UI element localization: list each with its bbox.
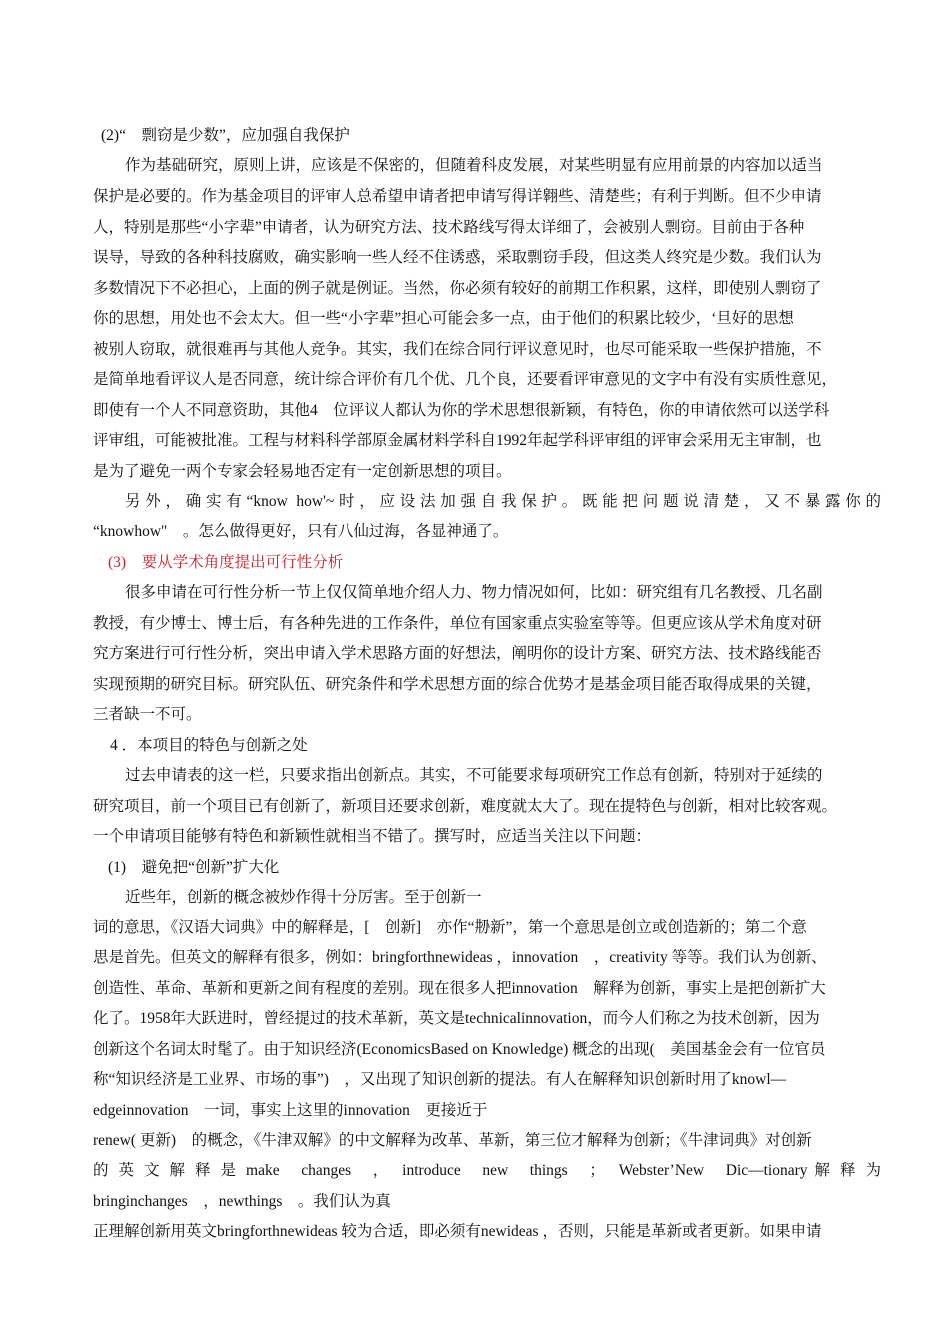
paragraph-line: 创造性、革命、革新和更新之间有程度的差别。现在很多人把innovation 解释为创新，事实上是把创新扩大 [93,980,826,997]
paragraph-line: 教授，有少博士、博士后，有各种先进的工作条件，单位有国家重点实验室等等。但更应该从学术角度对研 [93,615,822,632]
paragraph-line: 被别人窃取，就很难再与其他人竞争。其实，我们在综合同行评议意见时，也尽可能采取一些保护措施，不 [93,341,822,358]
paragraph-line: 三者缺一不可。 [93,706,202,723]
section-heading-feasibility: (3) 要从学术角度提出可行性分析 [108,554,344,571]
paragraph-line: 究方案进行可行性分析，突出申请入学术思路方面的好想法，阐明你的设计方案、研究方法、技术路线能否 [93,645,822,662]
paragraph-line: renew( 更新) 的概念，《牛津双解》的中文解释为改革、革新，第三位才解释为创新；《牛津词典》对创新 [93,1132,812,1149]
paragraph-line: 另外，确实有“know how'~时，应设法加强自我保护。既能把问题说清楚，又不暴露你的 [125,493,881,510]
paragraph-line: 是简单地看评议人是否同意，统计综合评价有几个优、几个良，还要看评审意见的文字中有没有实质性意见， [93,371,838,388]
paragraph-line: 研究项目，前一个项目已有创新了，新项目还要求创新，难度就太大了。现在提特色与创新，相对比较客观。 [93,798,838,815]
paragraph-line: 创新这个名词太时髦了。由于知识经济(EconomicsBased on Knowledge) 概念的出现( 美国基金会有一位官员 [93,1041,826,1058]
paragraph-line: 思是首先。但英文的解释有很多，例如：bringforthnewideas ，innovation ，creativity 等等。我们认为创新、 [93,949,827,966]
paragraph-line: 即使有一个人不同意资助，其他4 位评议人都认为你的学术思想很新颖，有特色，你的申请依然可以送学科 [93,402,830,419]
paragraph-line: “knowhow" 。怎么做得更好，只有八仙过海，各显神通了。 [93,523,509,540]
section-heading-innovation: 4 ．本项目的特色与创新之处 [110,737,308,754]
paragraph-line: 保护是必要的。作为基金项目的评审人总希望申请者把申请写得详翱些、清楚些；有利于判断。但不少申请 [93,188,822,205]
paragraph-line: 多数情况下不必担心，上面的例子就是例证。当然，你必须有较好的前期工作积累，这样，即使别人剽窃了 [93,280,822,297]
paragraph-line: 称“知识经济是工业界、市场的事”) ，又出现了知识创新的提法。有人在解释知识创新时用了knowl— [93,1071,787,1088]
paragraph-line: edgeinnovation 一词，事实上这里的innovation 更接近于 [93,1102,488,1119]
paragraph-line: 化了。1958年大跃进时，曾经提过的技术革新，英文是technicalinnovation，而今人们称之为技术创新，因为 [93,1010,820,1027]
paragraph-line: 评审组，可能被批准。工程与材料科学部原金属材料学科自1992年起学科评审组的评审会采用无主审制，也 [93,432,822,449]
paragraph-line: 词的意思，《汉语大词典》中的解释是，[ 创新] 亦作“刱新”，第一个意思是创立或创造新的；第二个意 [93,919,807,936]
paragraph-line: 近些年，创新的概念被炒作得十分厉害。至于创新一 [125,889,482,906]
paragraph-line: 作为基础研究，原则上讲，应该是不保密的，但随着科皮发展，对某些明显有应用前景的内容加以适当 [125,157,823,174]
paragraph-line: 过去申请表的这一栏，只要求指出创新点。其实，不可能要求每项研究工作总有创新，特别对于延续的 [125,767,823,784]
paragraph-line: 的 英 文 解 释 是 make changes ， introduce new things ； Webster’New Dic—tionary 解 释 为 [93,1162,881,1179]
paragraph-line: 误导，导致的各种科技腐败，确实影响一些人经不住诱惑，采取剽窃手段，但这类人终究是少数。我们认为 [93,249,822,266]
paragraph-line: bringinchanges ，newthings 。我们认为真 [93,1193,391,1210]
paragraph-line: 正理解创新用英文bringforthnewideas 较为合适，即必须有newideas ，否则，只能是革新或者更新。如果申请 [93,1223,822,1240]
paragraph-line: 实现预期的研究目标。研究队伍、研究条件和学术思想方面的综合优势才是基金项目能否取得成果的关键， [93,676,822,693]
paragraph-line: 是为了避免一两个专家会轻易地否定有一定创新思想的项目。 [93,463,512,480]
paragraph-line: 人，特别是那些“小字辈”申请者，认为研究方法、技术路线写得太详细了，会被别人剽窃。目前由于各种 [93,219,805,236]
section-heading-avoid-expansion: (1) 避免把“创新”扩大化 [108,859,280,876]
paragraph-line: 一个申请项目能够有特色和新颖性就相当不错了。撰写时，应适当关注以下问题： [93,828,652,845]
section-heading-plagiarism: (2)“ 剽窃是少数”，应加强自我保护 [101,127,350,144]
paragraph-line: 很多申请在可行性分析一节上仅仅简单地介绍人力、物力情况如何，比如：研究组有几名教授、几名副 [125,584,823,601]
paragraph-line: 你的思想，用处也不会太大。但一些“小字辈”担心可能会多一点，由于他们的积累比较少，‘旦好的思想 [93,310,794,327]
